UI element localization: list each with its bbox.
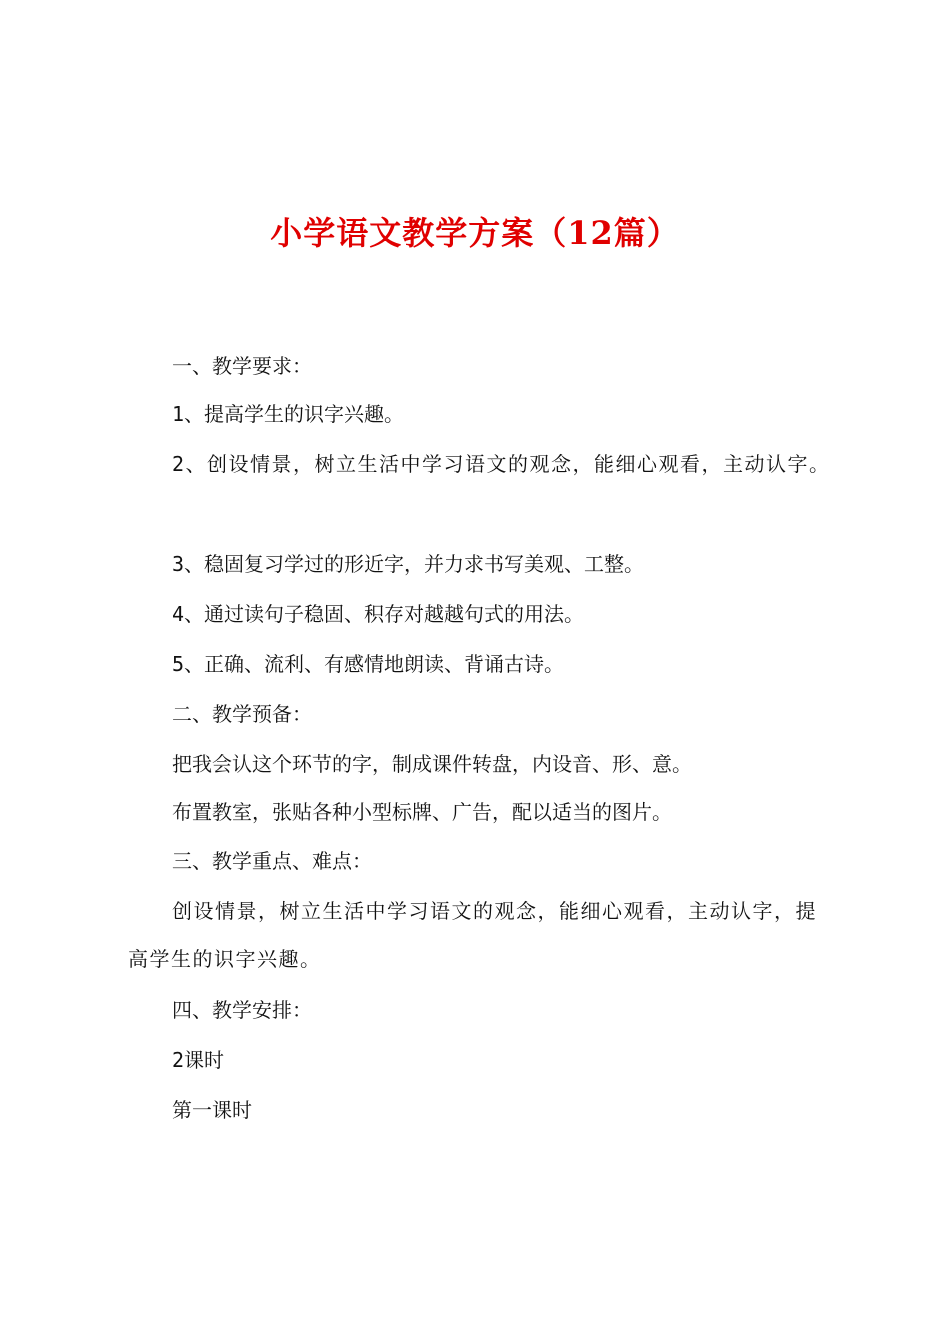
paragraph-section-2-heading: 二、教学预备： bbox=[172, 702, 312, 726]
paragraph-first-lesson: 第一课时 bbox=[172, 1098, 252, 1122]
document-title: 小学语文教学方案（12篇） bbox=[270, 214, 680, 252]
paragraph-lesson-count: 2课时 bbox=[172, 1048, 225, 1072]
paragraph-item-1: 1、提高学生的识字兴趣。 bbox=[172, 402, 405, 426]
paragraph-section-1-heading: 一、教学要求： bbox=[172, 354, 312, 378]
paragraph-section-4-heading: 四、教学安排： bbox=[172, 998, 312, 1022]
paragraph-item-5: 5、正确、流利、有感情地朗读、背诵古诗。 bbox=[172, 652, 565, 676]
paragraph-item-4: 4、通过读句子稳固、积存对越越句式的用法。 bbox=[172, 602, 585, 626]
paragraph-item-3: 3、稳固复习学过的形近字，并力求书写美观、工整。 bbox=[172, 552, 645, 576]
paragraph-keypoints: 创设情景，树立生活中学习语文的观念，能细心观看，主动认字，提高学生的识字兴趣。 bbox=[128, 899, 817, 971]
paragraph-prep-2: 布置教室，张贴各种小型标牌、广告，配以适当的图片。 bbox=[172, 800, 672, 824]
paragraph-item-2: 2、创设情景，树立生活中学习语文的观念，能细心观看，主动认字。 bbox=[172, 452, 831, 476]
paragraph-prep-1: 把我会认这个环节的字，制成课件转盘，内设音、形、意。 bbox=[172, 752, 692, 776]
paragraph-section-3-heading: 三、教学重点、难点： bbox=[172, 849, 372, 873]
